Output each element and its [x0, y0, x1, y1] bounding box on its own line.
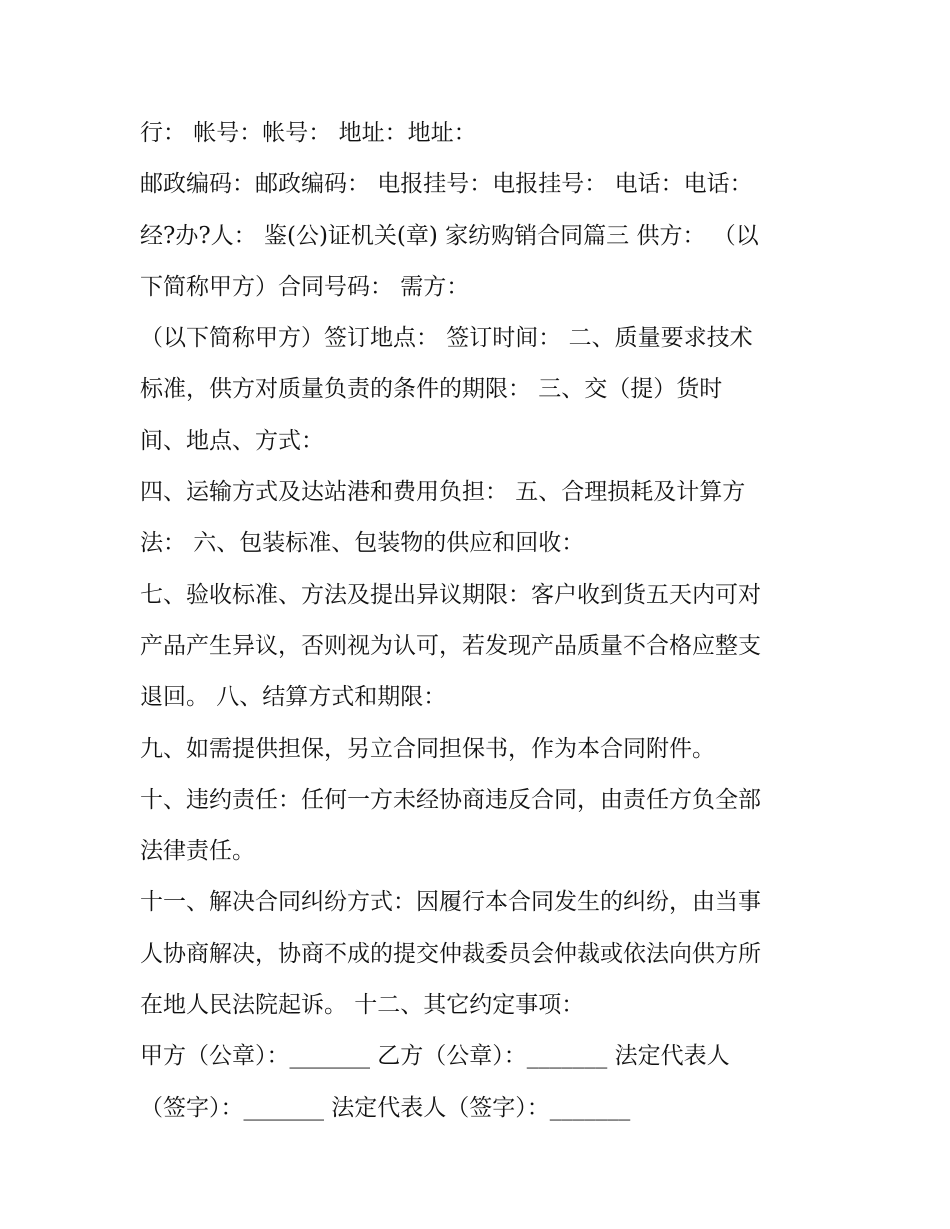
- text-line-1: 行： 帐号：帐号： 地址：地址：: [140, 120, 477, 146]
- contract-body: [140, 108, 820, 1134]
- text-line-3: 经?办?人： 鉴(公)证机关(章) 家纺购销合同篇三 供方： （以: [140, 222, 759, 249]
- text-line-14: 十、违约责任：任何一方未经协商违反合同，由责任方负全部: [140, 786, 761, 813]
- text-line-4: 下简称甲方）合同号码： 需方：: [140, 273, 470, 300]
- text-line-2: 邮政编码：邮政编码： 电报挂号：电报挂号： 电话：电话：: [140, 171, 753, 198]
- text-line-15: 法律责任。: [140, 838, 255, 865]
- text-line-18: 在地人民法院起诉。 十二、其它约定事项：: [140, 992, 585, 1019]
- text-line-9: 法： 六、包装标准、包装物的供应和回收：: [140, 530, 585, 557]
- text-line-7: 间、地点、方式：: [140, 427, 324, 454]
- text-line-8: 四、运输方式及达站港和费用负担： 五、合理损耗及计算方: [140, 479, 746, 506]
- text-line-16: 十一、解决合同纠纷方式：因履行本合同发生的纠纷，由当事: [140, 889, 761, 916]
- text-line-13: 九、如需提供担保，另立合同担保书，作为本合同附件。: [140, 735, 715, 762]
- text-line-10: 七、验收标准、方法及提出异议期限：客户收到货五天内可对: [140, 581, 761, 608]
- text-line-5: （以下简称甲方）签订地点： 签订时间： 二、质量要求技术: [140, 325, 753, 352]
- text-line-17: 人协商解决，协商不成的提交仲裁委员会仲裁或依法向供方所: [140, 940, 761, 967]
- text-line-12: 退回。 八、结算方式和期限：: [140, 684, 447, 711]
- text-line-6: 标准，供方对质量负责的条件的期限： 三、交（提）货时: [140, 376, 723, 403]
- text-line-11: 产品产生异议，否则视为认可，若发现产品质量不合格应整支: [140, 632, 761, 659]
- signature-line-1: 甲方（公章）：_______ 乙方（公章）：_______ 法定代表人: [140, 1043, 730, 1070]
- signature-line-2: （签字）：_______ 法定代表人（签字）：_______: [140, 1094, 631, 1121]
